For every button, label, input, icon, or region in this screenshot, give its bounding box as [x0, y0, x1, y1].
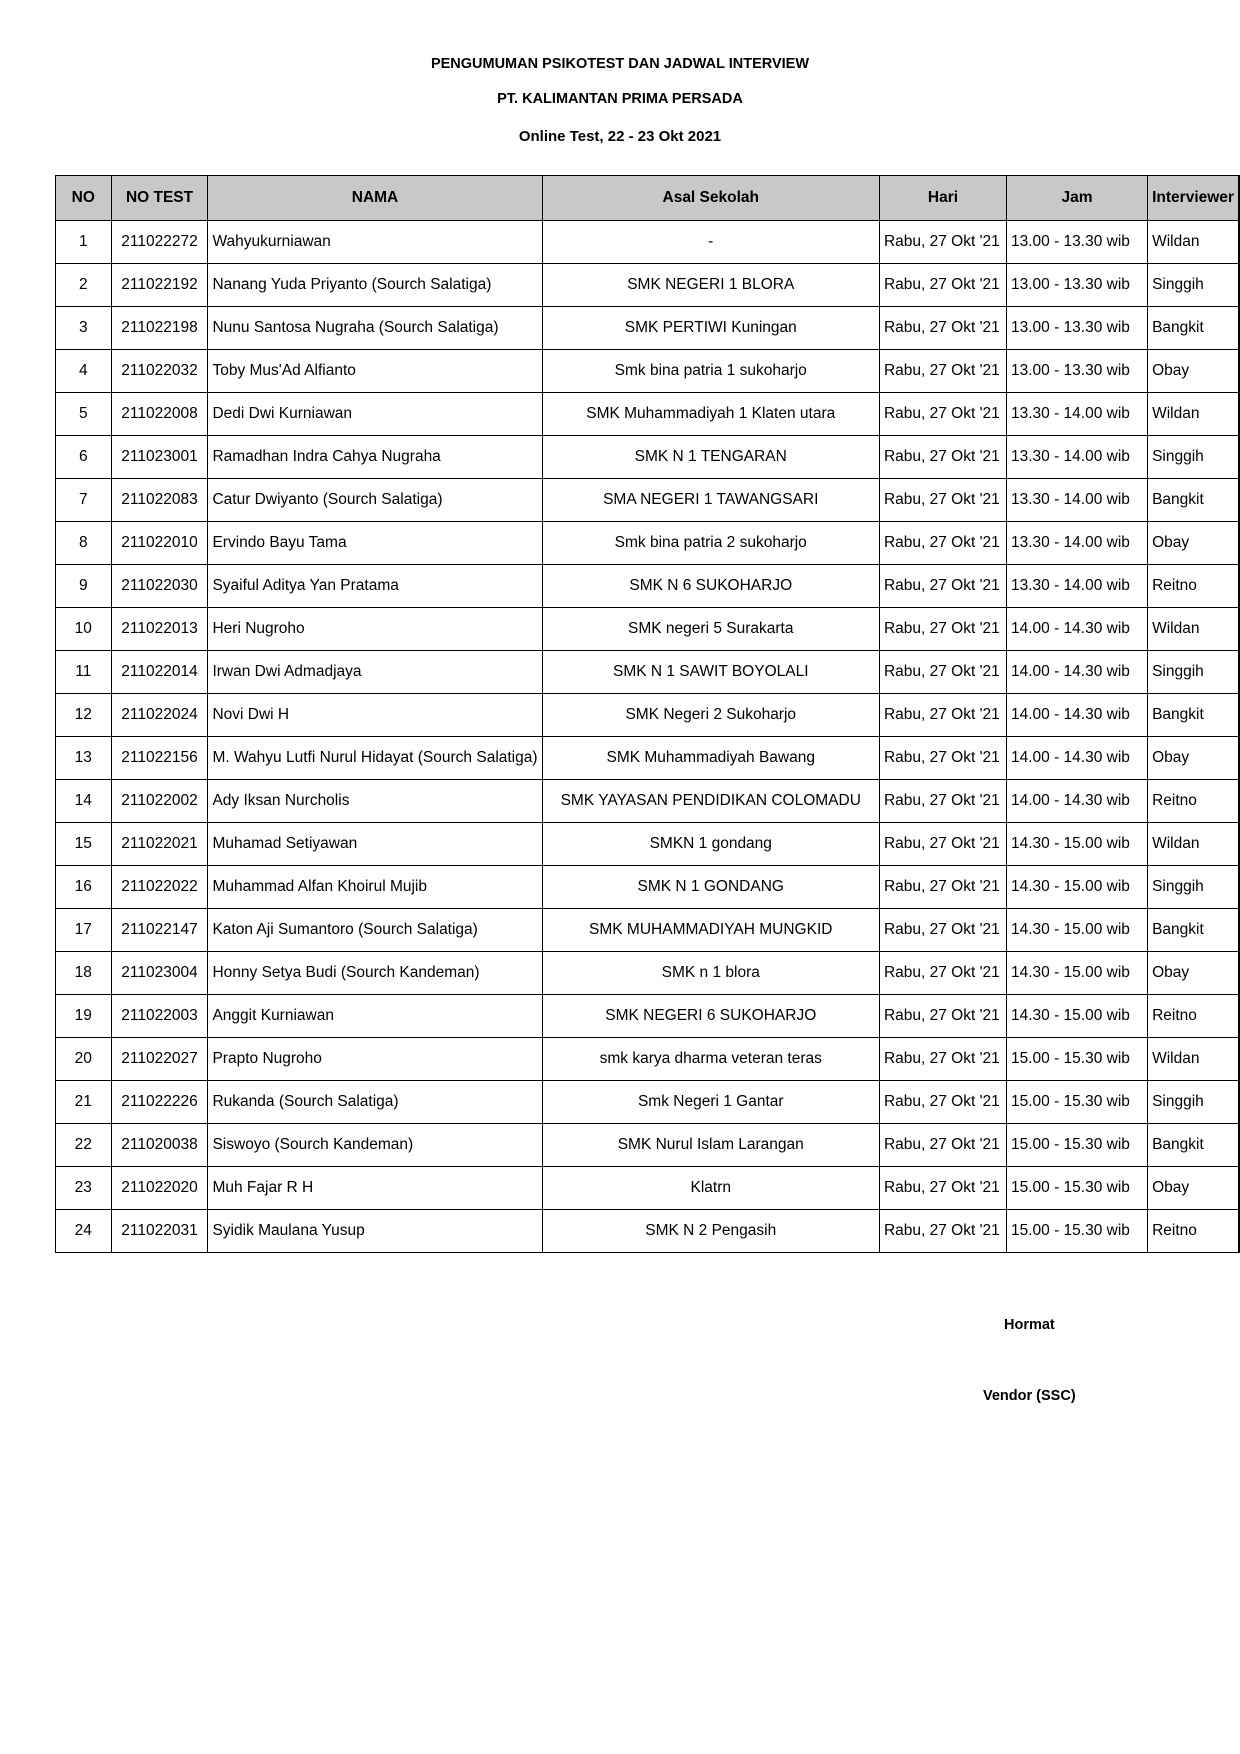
- cell-interviewer: Obay: [1148, 952, 1239, 995]
- cell-hari: Rabu, 27 Okt '21: [879, 522, 1006, 565]
- table-row: [56, 221, 1240, 264]
- cell-asal-sekolah: SMK PERTIWI Kuningan: [542, 307, 879, 350]
- cell-hari: Rabu, 27 Okt '21: [879, 1167, 1006, 1210]
- table-row: [56, 608, 1240, 651]
- cell-jam: 15.00 - 15.30 wib: [1006, 1124, 1147, 1167]
- cell-no: 4: [56, 350, 112, 393]
- cell-no-test: 211022156: [111, 737, 208, 780]
- cell-nama: Heri Nugroho: [208, 608, 542, 651]
- cell-interviewer: Reitno: [1148, 1210, 1239, 1253]
- cell-asal-sekolah: Smk Negeri 1 Gantar: [542, 1081, 879, 1124]
- table-row: [56, 823, 1240, 866]
- cell-no-test: 211022083: [111, 479, 208, 522]
- cell-no: 7: [56, 479, 112, 522]
- cell-no: 24: [56, 1210, 112, 1253]
- cell-asal-sekolah: SMK N 2 Pengasih: [542, 1210, 879, 1253]
- table-row: [56, 1124, 1240, 1167]
- cell-interviewer: Singgih: [1148, 651, 1239, 694]
- cell-nama: Nanang Yuda Priyanto (Sourch Salatiga): [208, 264, 542, 307]
- cell-asal-sekolah: Smk bina patria 1 sukoharjo: [542, 350, 879, 393]
- cell-jam: 14.00 - 14.30 wib: [1006, 608, 1147, 651]
- cell-nama: Anggit Kurniawan: [208, 995, 542, 1038]
- cell-asal-sekolah: SMKN 1 gondang: [542, 823, 879, 866]
- document-subtitle: Online Test, 22 - 23 Okt 2021: [518, 128, 722, 145]
- cell-asal-sekolah: smk karya dharma veteran teras: [542, 1038, 879, 1081]
- cell-hari: Rabu, 27 Okt '21: [879, 1081, 1006, 1124]
- column-header-no-test: NO TEST: [111, 176, 208, 221]
- cell-no-test: 211022147: [111, 909, 208, 952]
- company-name: PT. KALIMANTAN PRIMA PERSADA: [497, 91, 743, 107]
- table-row: [56, 1210, 1240, 1253]
- column-header-interviewer: Interviewer: [1148, 176, 1239, 221]
- cell-nama: Wahyukurniawan: [208, 221, 542, 264]
- cell-interviewer: Reitno: [1148, 995, 1239, 1038]
- cell-nama: M. Wahyu Lutfi Nurul Hidayat (Sourch Salatiga): [208, 737, 542, 780]
- cell-jam: 13.30 - 14.00 wib: [1006, 393, 1147, 436]
- column-header-hari: Hari: [879, 176, 1006, 221]
- cell-no-test: 211022003: [111, 995, 208, 1038]
- cell-hari: Rabu, 27 Okt '21: [879, 823, 1006, 866]
- cell-hari: Rabu, 27 Okt '21: [879, 780, 1006, 823]
- cell-no: 6: [56, 436, 112, 479]
- cell-hari: Rabu, 27 Okt '21: [879, 565, 1006, 608]
- cell-no: 17: [56, 909, 112, 952]
- cell-hari: Rabu, 27 Okt '21: [879, 1038, 1006, 1081]
- cell-no-test: 211022014: [111, 651, 208, 694]
- cell-no: 11: [56, 651, 112, 694]
- cell-interviewer: Wildan: [1148, 608, 1239, 651]
- cell-interviewer: Obay: [1148, 1167, 1239, 1210]
- table-row: [56, 995, 1240, 1038]
- table-row: [56, 952, 1240, 995]
- cell-hari: Rabu, 27 Okt '21: [879, 479, 1006, 522]
- cell-interviewer: Obay: [1148, 522, 1239, 565]
- cell-nama: Katon Aji Sumantoro (Sourch Salatiga): [208, 909, 542, 952]
- cell-jam: 13.30 - 14.00 wib: [1006, 479, 1147, 522]
- column-header-asal-sekolah: Asal Sekolah: [542, 176, 879, 221]
- cell-nama: Catur Dwiyanto (Sourch Salatiga): [208, 479, 542, 522]
- table-row: [56, 694, 1240, 737]
- cell-jam: 15.00 - 15.30 wib: [1006, 1038, 1147, 1081]
- cell-jam: 14.30 - 15.00 wib: [1006, 909, 1147, 952]
- cell-nama: Muhamad Setiyawan: [208, 823, 542, 866]
- cell-nama: Muhammad Alfan Khoirul Mujib: [208, 866, 542, 909]
- cell-nama: Muh Fajar R H: [208, 1167, 542, 1210]
- cell-jam: 13.30 - 14.00 wib: [1006, 436, 1147, 479]
- cell-no: 19: [56, 995, 112, 1038]
- cell-hari: Rabu, 27 Okt '21: [879, 307, 1006, 350]
- cell-nama: Rukanda (Sourch Salatiga): [208, 1081, 542, 1124]
- table-row: [56, 737, 1240, 780]
- table-row: [56, 780, 1240, 823]
- table-row: [56, 307, 1240, 350]
- table-row: [56, 436, 1240, 479]
- cell-interviewer: Reitno: [1148, 780, 1239, 823]
- cell-no: 12: [56, 694, 112, 737]
- cell-hari: Rabu, 27 Okt '21: [879, 952, 1006, 995]
- cell-no-test: 211022013: [111, 608, 208, 651]
- cell-asal-sekolah: SMK Muhammadiyah Bawang: [542, 737, 879, 780]
- cell-no: 13: [56, 737, 112, 780]
- cell-asal-sekolah: SMK NEGERI 6 SUKOHARJO: [542, 995, 879, 1038]
- cell-asal-sekolah: SMK NEGERI 1 BLORA: [542, 264, 879, 307]
- cell-nama: Prapto Nugroho: [208, 1038, 542, 1081]
- cell-asal-sekolah: SMK N 1 GONDANG: [542, 866, 879, 909]
- cell-no: 5: [56, 393, 112, 436]
- cell-interviewer: Obay: [1148, 737, 1239, 780]
- table-row: [56, 479, 1240, 522]
- cell-no: 8: [56, 522, 112, 565]
- cell-jam: 14.30 - 15.00 wib: [1006, 952, 1147, 995]
- cell-asal-sekolah: SMK n 1 blora: [542, 952, 879, 995]
- cell-jam: 13.30 - 14.00 wib: [1006, 565, 1147, 608]
- cell-jam: 13.00 - 13.30 wib: [1006, 221, 1147, 264]
- cell-hari: Rabu, 27 Okt '21: [879, 1210, 1006, 1253]
- cell-hari: Rabu, 27 Okt '21: [879, 1124, 1006, 1167]
- cell-hari: Rabu, 27 Okt '21: [879, 264, 1006, 307]
- cell-no: 9: [56, 565, 112, 608]
- cell-interviewer: Bangkit: [1148, 479, 1239, 522]
- cell-no: 20: [56, 1038, 112, 1081]
- cell-nama: Dedi Dwi Kurniawan: [208, 393, 542, 436]
- cell-interviewer: Wildan: [1148, 1038, 1239, 1081]
- schedule-table: [55, 175, 1240, 1253]
- table-row: [56, 350, 1240, 393]
- table-header-row: [56, 176, 1240, 221]
- cell-hari: Rabu, 27 Okt '21: [879, 866, 1006, 909]
- table-row: [56, 565, 1240, 608]
- cell-no: 22: [56, 1124, 112, 1167]
- cell-interviewer: Singgih: [1148, 436, 1239, 479]
- column-header-jam: Jam: [1006, 176, 1147, 221]
- cell-nama: Toby Mus'Ad Alfianto: [208, 350, 542, 393]
- cell-interviewer: Bangkit: [1148, 694, 1239, 737]
- table-row: [56, 1167, 1240, 1210]
- cell-no: 14: [56, 780, 112, 823]
- cell-interviewer: Wildan: [1148, 221, 1239, 264]
- column-header-no: NO: [56, 176, 112, 221]
- cell-hari: Rabu, 27 Okt '21: [879, 909, 1006, 952]
- cell-no-test: 211022027: [111, 1038, 208, 1081]
- cell-jam: 13.00 - 13.30 wib: [1006, 350, 1147, 393]
- cell-jam: 14.00 - 14.30 wib: [1006, 737, 1147, 780]
- cell-asal-sekolah: -: [542, 221, 879, 264]
- cell-interviewer: Singgih: [1148, 264, 1239, 307]
- cell-asal-sekolah: SMK N 6 SUKOHARJO: [542, 565, 879, 608]
- cell-interviewer: Singgih: [1148, 866, 1239, 909]
- cell-asal-sekolah: SMK negeri 5 Surakarta: [542, 608, 879, 651]
- closing-text: Hormat: [1004, 1317, 1055, 1333]
- cell-no-test: 211022002: [111, 780, 208, 823]
- cell-interviewer: Bangkit: [1148, 307, 1239, 350]
- cell-hari: Rabu, 27 Okt '21: [879, 651, 1006, 694]
- cell-interviewer: Reitno: [1148, 565, 1239, 608]
- cell-interviewer: Singgih: [1148, 1081, 1239, 1124]
- cell-asal-sekolah: SMK Muhammadiyah 1 Klaten utara: [542, 393, 879, 436]
- cell-jam: 13.00 - 13.30 wib: [1006, 307, 1147, 350]
- cell-no-test: 211022272: [111, 221, 208, 264]
- cell-jam: 14.00 - 14.30 wib: [1006, 651, 1147, 694]
- cell-jam: 14.30 - 15.00 wib: [1006, 866, 1147, 909]
- cell-nama: Syaiful Aditya Yan Pratama: [208, 565, 542, 608]
- cell-no-test: 211023001: [111, 436, 208, 479]
- cell-interviewer: Wildan: [1148, 823, 1239, 866]
- cell-no-test: 211022010: [111, 522, 208, 565]
- cell-nama: Ervindo Bayu Tama: [208, 522, 542, 565]
- cell-no-test: 211022032: [111, 350, 208, 393]
- cell-nama: Ady Iksan Nurcholis: [208, 780, 542, 823]
- cell-asal-sekolah: Smk bina patria 2 sukoharjo: [542, 522, 879, 565]
- cell-asal-sekolah: SMK N 1 TENGARAN: [542, 436, 879, 479]
- table-row: [56, 264, 1240, 307]
- cell-jam: 14.30 - 15.00 wib: [1006, 823, 1147, 866]
- cell-asal-sekolah: SMK N 1 SAWIT BOYOLALI: [542, 651, 879, 694]
- cell-jam: 14.30 - 15.00 wib: [1006, 995, 1147, 1038]
- cell-no-test: 211022021: [111, 823, 208, 866]
- cell-no-test: 211022024: [111, 694, 208, 737]
- table-row: [56, 1038, 1240, 1081]
- table-row: [56, 651, 1240, 694]
- cell-no-test: 211022198: [111, 307, 208, 350]
- cell-jam: 15.00 - 15.30 wib: [1006, 1210, 1147, 1253]
- cell-no: 2: [56, 264, 112, 307]
- cell-no-test: 211020038: [111, 1124, 208, 1167]
- cell-asal-sekolah: SMA NEGERI 1 TAWANGSARI: [542, 479, 879, 522]
- cell-jam: 15.00 - 15.30 wib: [1006, 1081, 1147, 1124]
- cell-no: 15: [56, 823, 112, 866]
- cell-no: 16: [56, 866, 112, 909]
- cell-jam: 14.00 - 14.30 wib: [1006, 780, 1147, 823]
- column-header-nama: NAMA: [208, 176, 542, 221]
- cell-hari: Rabu, 27 Okt '21: [879, 995, 1006, 1038]
- cell-asal-sekolah: SMK Nurul Islam Larangan: [542, 1124, 879, 1167]
- table-body: [56, 221, 1240, 1253]
- table-row: [56, 909, 1240, 952]
- cell-hari: Rabu, 27 Okt '21: [879, 737, 1006, 780]
- cell-no: 21: [56, 1081, 112, 1124]
- cell-hari: Rabu, 27 Okt '21: [879, 221, 1006, 264]
- table-row: [56, 1081, 1240, 1124]
- cell-jam: 13.00 - 13.30 wib: [1006, 264, 1147, 307]
- cell-jam: 13.30 - 14.00 wib: [1006, 522, 1147, 565]
- cell-nama: Novi Dwi H: [208, 694, 542, 737]
- cell-interviewer: Obay: [1148, 350, 1239, 393]
- cell-nama: Siswoyo (Sourch Kandeman): [208, 1124, 542, 1167]
- cell-asal-sekolah: Klatrn: [542, 1167, 879, 1210]
- cell-nama: Syidik Maulana Yusup: [208, 1210, 542, 1253]
- signatory-text: Vendor (SSC): [983, 1388, 1076, 1404]
- cell-no-test: 211023004: [111, 952, 208, 995]
- cell-interviewer: Bangkit: [1148, 1124, 1239, 1167]
- cell-nama: Nunu Santosa Nugraha (Sourch Salatiga): [208, 307, 542, 350]
- cell-asal-sekolah: SMK YAYASAN PENDIDIKAN COLOMADU: [542, 780, 879, 823]
- cell-hari: Rabu, 27 Okt '21: [879, 608, 1006, 651]
- cell-no-test: 211022226: [111, 1081, 208, 1124]
- cell-no: 1: [56, 221, 112, 264]
- cell-no-test: 211022030: [111, 565, 208, 608]
- cell-no-test: 211022020: [111, 1167, 208, 1210]
- document-title: PENGUMUMAN PSIKOTEST DAN JADWAL INTERVIEW: [430, 56, 810, 72]
- cell-hari: Rabu, 27 Okt '21: [879, 694, 1006, 737]
- cell-no-test: 211022022: [111, 866, 208, 909]
- cell-no-test: 211022008: [111, 393, 208, 436]
- cell-interviewer: Wildan: [1148, 393, 1239, 436]
- cell-hari: Rabu, 27 Okt '21: [879, 350, 1006, 393]
- cell-asal-sekolah: SMK MUHAMMADIYAH MUNGKID: [542, 909, 879, 952]
- table-row: [56, 866, 1240, 909]
- cell-hari: Rabu, 27 Okt '21: [879, 393, 1006, 436]
- cell-no: 3: [56, 307, 112, 350]
- cell-nama: Irwan Dwi Admadjaya: [208, 651, 542, 694]
- cell-asal-sekolah: SMK Negeri 2 Sukoharjo: [542, 694, 879, 737]
- cell-jam: 14.00 - 14.30 wib: [1006, 694, 1147, 737]
- cell-no: 18: [56, 952, 112, 995]
- cell-interviewer: Bangkit: [1148, 909, 1239, 952]
- cell-no: 10: [56, 608, 112, 651]
- cell-nama: Ramadhan Indra Cahya Nugraha: [208, 436, 542, 479]
- cell-jam: 15.00 - 15.30 wib: [1006, 1167, 1147, 1210]
- cell-hari: Rabu, 27 Okt '21: [879, 436, 1006, 479]
- table-row: [56, 393, 1240, 436]
- cell-nama: Honny Setya Budi (Sourch Kandeman): [208, 952, 542, 995]
- cell-no-test: 211022192: [111, 264, 208, 307]
- table-row: [56, 522, 1240, 565]
- cell-no-test: 211022031: [111, 1210, 208, 1253]
- cell-no: 23: [56, 1167, 112, 1210]
